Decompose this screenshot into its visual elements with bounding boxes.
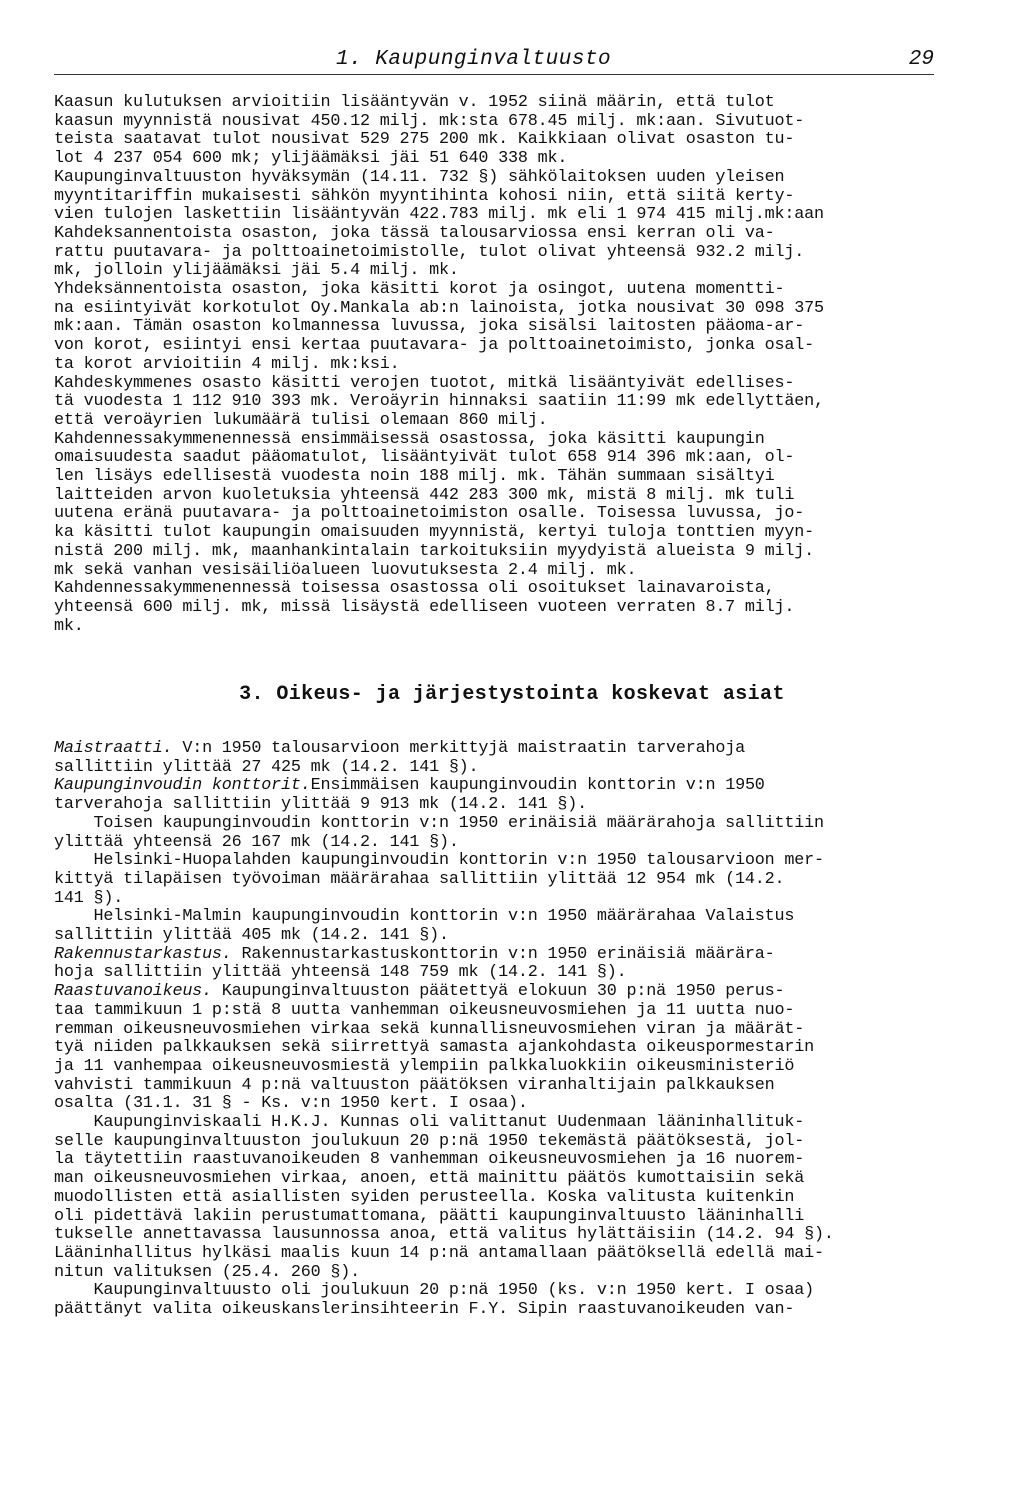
text-line: Kahdeksannentoista osaston, joka tässä talousarviossa ensi kerran oli va- [54, 223, 775, 243]
line-text: Lääninhallitus hylkäsi maalis kuun 14 p:nä antamallaan päätöksellä edellä mai- [54, 1243, 824, 1263]
line-text: päättänyt valita oikeuskanslerinsihteerin F.Y. Sipin raastuvanoikeuden van- [54, 1300, 795, 1320]
text-line [54, 1151, 934, 1170]
text-line [54, 964, 934, 983]
text-line: nistä 200 milj. mk, maanhankintalain tarkoituksiin myydyistä alueista 9 milj. [54, 541, 815, 561]
text-line: että veroäyrien lukumäärä tulisi olemaan 860 milj. [54, 410, 548, 430]
line-text: kittyä tilapäisen työvoiman määrärahaa sallittiin ylittää 12 954 mk (14.2. [54, 869, 785, 889]
section-heading: 3. Oikeus- ja järjestystointa koskevat asiat [239, 683, 785, 706]
line-text: ylittää yhteensä 26 167 mk (14.2. 141 §). [54, 832, 459, 852]
text-line [54, 1095, 934, 1114]
line-text: ja 11 vanhempaa oikeusneuvosmiestä ylempiin palkkaluokkiin oikeusministeriö [54, 1056, 795, 1076]
justice-section-text [54, 740, 934, 1320]
text-line [54, 946, 934, 965]
budget-text-section [54, 94, 934, 636]
text-line: lot 4 237 054 600 mk; ylijäämäksi jäi 51 640 338 mk. [54, 149, 568, 169]
text-line [54, 1039, 934, 1058]
line-text: osalta (31.1. 31 § - Ks. v:n 1950 kert. I osaa). [54, 1094, 528, 1114]
paragraph-lead-in: Rakennustarkastus. [54, 944, 232, 964]
line-text: tyä niiden palkkauksen sekä siirrettyä samasta ajankohdasta oikeuspormestarin [54, 1038, 815, 1058]
text-line: rattu puutavara- ja polttoainetoimistolle, tulot olivat yhteensä 932.2 milj. [54, 242, 805, 262]
text-line [54, 983, 934, 1002]
text-line [54, 1301, 934, 1320]
line-text: Helsinki-Huopalahden kaupunginvoudin konttorin v:n 1950 talousarvioon mer- [54, 851, 824, 871]
line-text: hoja sallittiin ylittää yhteensä 148 759 mk (14.2. 141 §). [54, 963, 627, 983]
text-line: laitteiden arvon kuoletuksia yhteensä 442 283 300 mk, mistä 8 milj. mk tuli [54, 485, 795, 505]
text-line [54, 1114, 934, 1133]
line-text: 141 §). [54, 888, 124, 908]
text-line: ka käsitti tulot kaupungin omaisuuden myynnistä, kertyi tuloja tonttien myyn- [54, 523, 815, 543]
running-title: 1. Kaupunginvaltuusto [336, 48, 612, 71]
line-text: Rakennustarkastuskonttorin v:n 1950 erinäisiä määrära- [231, 944, 775, 964]
text-line [54, 740, 934, 759]
text-line [54, 852, 934, 871]
line-text: Toisen kaupunginvoudin konttorin v:n 1950 erinäisiä määrärahoja sallittiin [54, 813, 824, 833]
text-line [54, 908, 934, 927]
line-text: sallittiin ylittää 405 mk (14.2. 141 §). [54, 926, 449, 946]
text-line: yhteensä 600 milj. mk, missä lisäystä edelliseen vuoteen verraten 8.7 milj. [54, 597, 795, 617]
text-line [54, 1170, 934, 1189]
running-header [54, 48, 934, 75]
text-line: von korot, esiintyi ensi kertaa puutavara- ja polttoainetoimisto, jonka osal- [54, 336, 815, 356]
line-text: V:n 1950 talousarvioon merkittyjä maistraatin tarverahoja [172, 739, 745, 758]
text-line: Kaupunginvaltuuston hyväksymän (14.11. 732 §) sähkölaitoksen uuden yleisen [54, 167, 785, 187]
text-line [54, 815, 934, 834]
text-line: myyntitariffin mukaisesti sähkön myyntihinta kohosi niin, että siitä kerty- [54, 186, 795, 206]
text-line: omaisuudesta saadut pääomatulot, lisääntyivät tulot 658 914 396 mk:aan, ol- [54, 448, 795, 468]
text-line: tä vuodesta 1 112 910 393 mk. Veroäyrin hinnaksi saatiin 11:99 mk edellyttäen, [54, 392, 824, 412]
text-line: na esiintyivät korkotulot Oy.Mankala ab:n lainoista, jotka nousivat 30 098 375 [54, 298, 824, 318]
text-line [54, 1282, 934, 1301]
text-line [54, 1002, 934, 1021]
text-line [54, 1208, 934, 1227]
paragraph-lead-in: Maistraatti. [54, 739, 173, 758]
text-line: Kahdeskymmenes osasto käsitti verojen tuotot, mitkä lisääntyivät edellises- [54, 373, 795, 393]
line-text: Kaupunginvaltuusto oli joulukuun 20 p:nä 1950 (ks. v:n 1950 kert. I osaa) [54, 1281, 815, 1301]
line-text: Ensimmäisen kaupunginvoudin konttorin v:n 1950 [310, 776, 765, 796]
line-text: Kaupunginvaltuuston päätettyä elokuun 30 p:nä 1950 perus- [211, 982, 785, 1002]
line-text: muodollisten että asiallisten syiden perusteella. Koska valitusta kuitenkin [54, 1187, 795, 1207]
text-line: mk sekä vanhan vesisäiliöalueen luovutuksesta 2.4 milj. mk. [54, 560, 637, 580]
text-line: Yhdeksännentoista osaston, joka käsitti korot ja osingot, uutena momentti- [54, 280, 785, 300]
paragraph-lead-in: Raastuvanoikeus. [54, 982, 212, 1002]
line-text: man oikeusneuvosmiehen virkaa, anoen, että mainittu päätös kumottaisiin sekä [54, 1169, 805, 1189]
line-text: Kaupunginviskaali H.K.J. Kunnas oli valittanut Uudenmaan lääninhallituk- [54, 1113, 805, 1133]
line-text: vahvisti tammikuun 4 p:nä valtuuston päätöksen viranhaltijain palkkauksen [54, 1075, 775, 1095]
line-text: remman oikeusneuvosmiehen virkaa sekä kunnallisneuvosmiehen viran ja määrät- [54, 1019, 805, 1039]
text-line [54, 777, 934, 796]
text-line: kaasun myynnistä nousivat 450.12 milj. mk:sta 678.45 milj. mk:aan. Sivutuot- [54, 111, 805, 131]
line-text: Helsinki-Malmin kaupunginvoudin konttorin v:n 1950 määrärahaa Valaistus [54, 907, 795, 927]
line-text: nitun valituksen (25.4. 260 §). [54, 1262, 360, 1282]
text-line [54, 759, 934, 778]
line-text: tarverahoja sallittiin ylittää 9 913 mk (14.2. 141 §). [54, 795, 588, 815]
text-line [54, 890, 934, 909]
line-text: sallittiin ylittää 27 425 mk (14.2. 141 §). [54, 757, 479, 777]
text-line: teista saatavat tulot nousivat 529 275 200 mk. Kaikkiaan olivat osaston tu- [54, 130, 795, 150]
text-line [54, 834, 934, 853]
text-line: mk, jolloin ylijäämäksi jäi 5.4 milj. mk. [54, 261, 459, 281]
text-line [54, 1245, 934, 1264]
text-line: Kaasun kulutuksen arvioitiin lisääntyvän v. 1952 siinä määrin, että tulot [54, 93, 775, 112]
line-text: oli pidettävä lakiin perustumattomana, päätti kaupunginvaltuusto lääninhalli [54, 1206, 805, 1226]
text-line [54, 927, 934, 946]
text-line: vien tulojen laskettiin lisääntyvän 422.783 milj. mk eli 1 974 415 milj.mk:aan [54, 205, 824, 225]
text-line: Kahdennessakymmenennessä toisessa osastossa oli osoitukset lainavaroista, [54, 579, 775, 599]
text-line [54, 1058, 934, 1077]
text-line: uutena eränä puutavara- ja polttoainetoimiston osalle. Toisessa luvussa, jo- [54, 504, 805, 524]
text-line [54, 1189, 934, 1208]
text-line: Kahdennessakymmenennessä ensimmäisessä osastossa, joka käsitti kaupungin [54, 429, 765, 449]
text-line: len lisäys edellisestä vuodesta noin 188 milj. mk. Tähän summaan sisältyi [54, 467, 775, 487]
text-line: ta korot arvioitiin 4 milj. mk:ksi. [54, 354, 400, 374]
line-text: taa tammikuun 1 p:stä 8 uutta vanhemman oikeusneuvosmiehen ja 11 uutta nuo- [54, 1000, 795, 1020]
paragraph-lead-in: Kaupunginvoudin konttorit. [54, 776, 311, 796]
text-line [54, 1264, 934, 1283]
line-text: la täytettiin raastuvanoikeuden 8 vanhemman oikeusneuvosmiehen ja 16 nuorem- [54, 1150, 805, 1170]
text-line: mk:aan. Tämän osaston kolmannessa luvussa, joka sisälsi laitosten pääoma-ar- [54, 317, 805, 337]
line-text: tukselle annettavassa lausunnossa anoa, että valitus hylättäisiin (14.2. 94 §). [54, 1225, 834, 1245]
line-text: selle kaupunginvaltuuston joulukuun 20 p:nä 1950 tekemästä päätöksestä, jol- [54, 1131, 805, 1151]
text-line [54, 1021, 934, 1040]
text-line [54, 796, 934, 815]
text-line: mk. [54, 616, 84, 636]
text-line [54, 1133, 934, 1152]
text-line [54, 1077, 934, 1096]
text-line [54, 1226, 934, 1245]
page-number: 29 [908, 48, 934, 71]
text-line [54, 871, 934, 890]
